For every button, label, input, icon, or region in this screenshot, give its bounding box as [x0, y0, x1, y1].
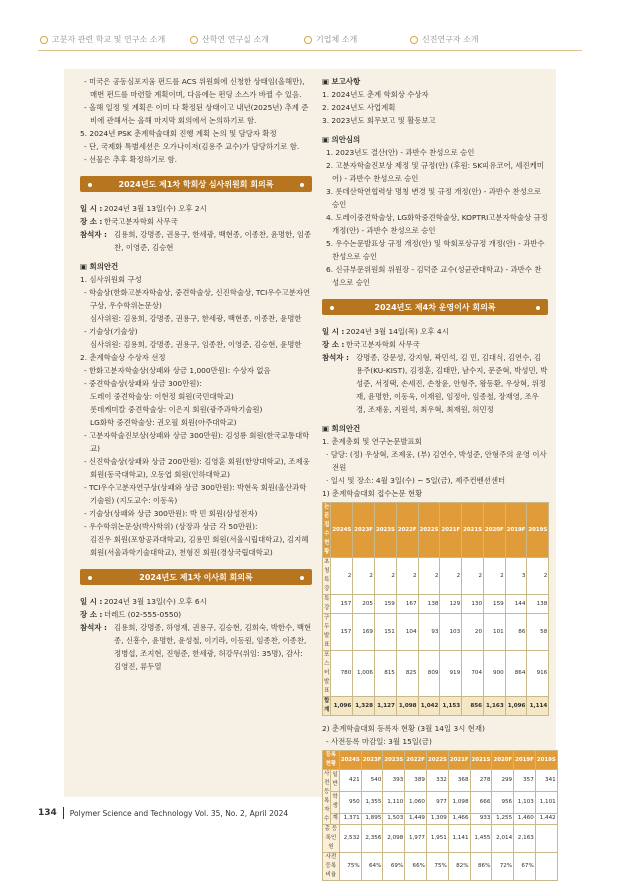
- table-cell: 2,356: [361, 825, 383, 853]
- table-cell: 151: [374, 614, 396, 651]
- nav-item-labs[interactable]: 산학연 연구실 소개: [190, 34, 269, 45]
- table-cell: 389: [405, 770, 427, 792]
- agenda-line: 1. 춘계총회 및 연구논문발표회: [322, 437, 422, 446]
- table-row: [323, 825, 558, 853]
- table-cell: 900: [484, 651, 506, 697]
- table-cell: 299: [492, 770, 514, 792]
- section-banner: 2024년도 제4차 운영이사 회의록: [322, 299, 548, 315]
- table-row: [323, 614, 549, 651]
- decision-line: 2. 고분자학술진보상 제정 및 규정(안) (후원: SK피유코어, 세진케미어) - 과반수 찬성으로 승인: [326, 161, 544, 183]
- table-cell: 2022F: [405, 751, 427, 770]
- meeting-attendees: 참석자 : 강명종, 강문성, 강지형, 곽민석, 김 민, 김대식, 김연수, 김용주(KU-KIST), 김정훈, 김태만, 남수지, 문준혁, 박성민, 박성준, 서정택, 손세진, 손창윤, 안형주, 왕동환, 우상혁, 위정재, 윤명한, 이동욱, 이재원, 임정아, 임종철, 장재영, 조우경, 조재웅, 지원석, 최우혁, 최재원, 허민정: [322, 353, 548, 414]
- journal-name: Polymer Science and Technology Vol. 35, No. 2, April 2024: [69, 808, 289, 818]
- table-cell: 2: [418, 558, 440, 595]
- table-cell: 1,110: [383, 791, 405, 813]
- agenda-line: 1. 심사위원회 구성: [80, 275, 142, 284]
- table-cell: 2: [396, 558, 418, 595]
- report-line: 3. 2023년도 회무보고 및 활동보고: [322, 116, 436, 125]
- page-number: 134: [38, 808, 57, 818]
- table-cell: 129: [440, 595, 462, 614]
- table-cell: 2023F: [361, 751, 383, 770]
- table-cell: 341: [535, 770, 557, 792]
- table-cell: 합 계: [323, 697, 331, 716]
- table-cell: 1,977: [405, 825, 427, 853]
- circle-icon: [410, 36, 418, 44]
- table-cell: 864: [505, 651, 527, 697]
- agenda-line: - 중견학술상(상패와 상금 300만원):: [84, 379, 202, 388]
- table-cell: 1,153: [440, 697, 462, 716]
- table-cell: 332: [426, 770, 448, 792]
- meeting-date: 일 시 : 2024년 3월 13일(수) 오후 2시: [80, 204, 207, 213]
- table-row: [323, 651, 549, 697]
- decision-line: 4. 도레이중견학술상, LG화학중견학술상, KOPTRI고분자학술상 규정 개정(안) - 과반수 찬성으로 승인: [326, 213, 548, 235]
- agenda-heading: ▣ 회의안건: [322, 424, 361, 433]
- table-cell: 916: [527, 651, 549, 697]
- table-cell: 2019F: [514, 751, 536, 770]
- table-cell: 157: [331, 595, 353, 614]
- table-cell: 1,449: [405, 813, 427, 824]
- table-cell: 82%: [448, 853, 470, 881]
- agenda-line: - 기술상(상패와 상금 300만원): 박 민 회원(삼성전자): [84, 509, 258, 518]
- report-line: 2. 2024년도 사업계획: [322, 103, 396, 112]
- section-banner: 2024년도 제1차 이사회 회의록: [80, 569, 312, 585]
- table-cell: 368: [448, 770, 470, 792]
- table-cell: 72%: [492, 853, 514, 881]
- table-cell: 540: [361, 770, 383, 792]
- intro-line: - 선물은 추후 확정하기로 함.: [84, 155, 177, 164]
- table-cell: 2,098: [383, 825, 405, 853]
- table-cell: 2024S: [331, 503, 353, 558]
- agenda-line: 심사위원: 김용희, 강명종, 권용구, 임종찬, 이영준, 김승현, 윤명한: [90, 340, 302, 349]
- table-cell: 초청특강: [323, 558, 331, 595]
- table-cell: 86: [505, 614, 527, 651]
- table-cell: 159: [484, 595, 506, 614]
- table-cell: 특강: [323, 595, 331, 614]
- table-cell: 66%: [405, 853, 427, 881]
- table-cell: 학생: [331, 791, 339, 813]
- table-cell: 1,309: [426, 813, 448, 824]
- table-cell: 2,532: [339, 825, 361, 853]
- table-cell: 2: [331, 558, 353, 595]
- table-cell: 사전 등록자 수: [323, 770, 331, 825]
- table-cell: 1,042: [418, 697, 440, 716]
- table-cell: 1,096: [331, 697, 353, 716]
- table-cell: 일반: [331, 770, 339, 792]
- table-row: [323, 558, 549, 595]
- table-cell: 159: [374, 595, 396, 614]
- table-cell: 1,060: [405, 791, 427, 813]
- table-cell: 169: [353, 614, 375, 651]
- table-cell: 2021S: [470, 751, 492, 770]
- table-cell: 101: [484, 614, 506, 651]
- table-cell: 103: [440, 614, 462, 651]
- circle-icon: [304, 36, 312, 44]
- table-cell: 1,895: [361, 813, 383, 824]
- meeting-attendees: 참석자 : 김용희, 강명종, 권용구, 한세광, 백현종, 이종찬, 윤명한, 임종찬, 이영준, 김승현: [80, 230, 312, 252]
- agenda-line: - 신진학술상(상패와 상금 200만원): 김영훈 회원(한양대학교), 조제웅 회원(동국대학교), 오동엽 회원(인하대학교): [84, 457, 310, 479]
- table-cell: 2023S: [374, 503, 396, 558]
- registration-deadline: - 사전등록 마감일: 3월 15일(금): [326, 737, 432, 746]
- table-row: [323, 791, 558, 813]
- table-cell: 2021F: [448, 751, 470, 770]
- table-cell: 1,098: [448, 791, 470, 813]
- table-cell: 2023S: [383, 751, 405, 770]
- agenda-line: - TCI우수고분자연구상(상패와 상금 300만원): 박현욱 회원(울산과학기술원) (지도교수: 이동욱): [84, 483, 307, 505]
- table-cell: 논문접수 현황: [323, 503, 331, 558]
- table-cell: 2020F: [492, 751, 514, 770]
- table-cell: 93: [418, 614, 440, 651]
- page-footer: [38, 807, 288, 819]
- table-cell: 1,466: [448, 813, 470, 824]
- nav-item-companies[interactable]: 기업체 소개: [304, 34, 357, 45]
- table-cell: 919: [440, 651, 462, 697]
- table-cell: 2021S: [462, 503, 484, 558]
- table-cell: 64%: [361, 853, 383, 881]
- table-cell: 2: [484, 558, 506, 595]
- left-column: [80, 75, 312, 673]
- table-cell: 67%: [514, 853, 536, 881]
- agenda-line: · 일시 및 장소: 4월 3일(수) ~ 5일(금), 제주컨벤션센터: [326, 476, 506, 485]
- nav-divider: [38, 50, 582, 51]
- submission-table: [322, 502, 549, 716]
- meeting-place: 장 소 : 한국고분자학회 사무국: [80, 217, 178, 226]
- table-cell: 2: [527, 558, 549, 595]
- table-cell: 2: [462, 558, 484, 595]
- table-cell: [535, 853, 557, 881]
- intro-line: - 단, 국제화 특별세션은 오가나이저(김용주 교수)가 담당하기로 함.: [84, 142, 300, 151]
- table-cell: 104: [396, 614, 418, 651]
- table-cell: 1,141: [448, 825, 470, 853]
- table-cell: 1,103: [514, 791, 536, 813]
- right-column: [322, 75, 556, 881]
- footer-divider: [63, 807, 64, 819]
- table-cell: 1,328: [353, 697, 375, 716]
- table-cell: 1,114: [527, 697, 549, 716]
- table-cell: 69%: [383, 853, 405, 881]
- meeting-place: 장 소 : 한국고분자학회 사무국: [322, 340, 420, 349]
- table-cell: 계: [331, 813, 339, 824]
- agenda-line: 롯데케미칼 중견학술상: 이은지 회원(광주과학기술원): [90, 405, 263, 414]
- table-cell: 1,951: [426, 825, 448, 853]
- agenda-line: - 고분자학술진보상(상패와 상금 300만원): 김성룡 회원(한국교통대학교): [84, 431, 310, 453]
- table-cell: 1,255: [492, 813, 514, 824]
- table-cell: 20: [462, 614, 484, 651]
- table-cell: 75%: [426, 853, 448, 881]
- circle-icon: [190, 36, 198, 44]
- table-cell: 75%: [339, 853, 361, 881]
- table-cell: 2019S: [527, 503, 549, 558]
- table-cell: 138: [418, 595, 440, 614]
- table-cell: 2022F: [396, 503, 418, 558]
- table-cell: 1,442: [535, 813, 557, 824]
- table-cell: 144: [505, 595, 527, 614]
- intro-line: - 미국은 공동심포지움 펀드를 ACS 위원회에 신청한 상태임(올해만), 매번 펀드를 마련할 계획이며, 다음에는 펀딩 소스가 바뀔 수 있음.: [84, 77, 305, 99]
- table-row: [323, 595, 549, 614]
- table-cell: 1,371: [339, 813, 361, 824]
- nav-item-researchers[interactable]: 신진연구자 소개: [410, 34, 479, 45]
- table-cell: 1,455: [470, 825, 492, 853]
- agenda-line: 2. 춘계학술상 수상자 선정: [80, 353, 166, 362]
- nav-item-schools[interactable]: 고분자 관련 학교 및 연구소 소개: [40, 34, 165, 45]
- report-line: 1. 2024년도 춘계 학회상 수상자: [322, 90, 429, 99]
- table-cell: 2019S: [535, 751, 557, 770]
- table-total-row: [323, 697, 549, 716]
- table-cell: 1,101: [535, 791, 557, 813]
- decision-heading: ▣ 의안심의: [322, 135, 361, 144]
- meeting-date: 일 시 : 2024년 3월 14일(목) 오후 4시: [322, 327, 449, 336]
- registration-table: [322, 750, 558, 881]
- table-cell: 1,006: [353, 651, 375, 697]
- agenda-line: 김진우 회원(포항공과대학교), 김용민 회원(서울시립대학교), 김지혜 회원(서울과학기술대학교), 천형진 회원(경상국립대학교): [90, 535, 309, 557]
- intro-line: 5. 2024년 PSK 춘계학술대회 진행 계획 논의 및 담당자 확정: [80, 129, 277, 138]
- table-cell: 2,014: [492, 825, 514, 853]
- table-cell: 2: [440, 558, 462, 595]
- table-cell: 933: [470, 813, 492, 824]
- registration-title: 2) 춘계학술대회 등록자 현황 (3월 14일 3시 현재): [322, 724, 485, 733]
- table-cell: 977: [426, 791, 448, 813]
- meeting-place: 장 소 : 더레드 (02-555-0550): [80, 610, 182, 619]
- circle-icon: [40, 36, 48, 44]
- table-cell: 856: [462, 697, 484, 716]
- table-cell: 815: [374, 651, 396, 697]
- meeting-date: 일 시 : 2024년 3월 13일(수) 오후 6시: [80, 597, 207, 606]
- table-row: [323, 770, 558, 792]
- meeting-attendees: 참석자 : 김용희, 강명종, 하영재, 권용구, 김승현, 김희숙, 박한수, 백현종, 신흥수, 윤명한, 윤성철, 이기라, 이동원, 임종찬, 이종찬, 정병섭, 조지현, 진형준, 한세광, 허강무(위임: 35명), 감사: 김영진, 류두열: [80, 623, 312, 671]
- table-header-row: [323, 751, 558, 770]
- agenda-line: - 기술상(기술상): [84, 327, 138, 336]
- table-cell: 1,460: [514, 813, 536, 824]
- table-cell: 1,096: [505, 697, 527, 716]
- table-row: [323, 813, 558, 824]
- section-banner: 2024년도 제1차 학회상 심사위원회 회의록: [80, 176, 312, 192]
- table-cell: 1,127: [374, 697, 396, 716]
- agenda-heading: ▣ 회의안건: [80, 262, 119, 271]
- table-cell: 167: [396, 595, 418, 614]
- table-cell: 2020F: [484, 503, 506, 558]
- agenda-line: 도레이 중견학술상: 이현정 회원(국민대학교): [90, 392, 234, 401]
- table-cell: 사전등록 비율: [323, 853, 340, 881]
- table-cell: 등록 현황: [323, 751, 340, 770]
- table-cell: 2,163: [514, 825, 536, 853]
- table-cell: 86%: [470, 853, 492, 881]
- table-cell: 205: [353, 595, 375, 614]
- table-cell: 950: [339, 791, 361, 813]
- table-cell: 1,355: [361, 791, 383, 813]
- table-cell: 2022S: [418, 503, 440, 558]
- table-cell: 2023F: [353, 503, 375, 558]
- table-cell: 2021F: [440, 503, 462, 558]
- table-cell: 1,098: [396, 697, 418, 716]
- table-cell: 2024S: [339, 751, 361, 770]
- table-cell: 구두발표: [323, 614, 331, 651]
- table-cell: 138: [527, 595, 549, 614]
- table-cell: 2: [374, 558, 396, 595]
- agenda-line: - 우수학위논문상(박사학위) (상장과 상금 각 50만원):: [84, 522, 258, 531]
- agenda-line: 심사위원: 김용희, 강명종, 권용구, 한세광, 백현종, 이종찬, 윤명한: [90, 314, 302, 323]
- table-cell: 780: [331, 651, 353, 697]
- decision-line: 6. 신규부문위원회 위원장 - 김덕준 교수(성균관대학교) - 과반수 찬성으로 승인: [326, 265, 542, 287]
- top-navigation: [0, 0, 620, 56]
- decision-line: 1. 2023년도 결산(안) - 과반수 찬성으로 승인: [326, 148, 475, 157]
- table-cell: 총 등록인원: [323, 825, 340, 853]
- table-cell: 2: [353, 558, 375, 595]
- table-cell: 956: [492, 791, 514, 813]
- decision-line: 5. 우수논문발표상 규정 개정(안) 및 학회포상규정 개정(안) - 과반수 찬성으로 승인: [326, 239, 545, 261]
- table-cell: 666: [470, 791, 492, 813]
- table-cell: 704: [462, 651, 484, 697]
- decision-line: 3. 롯데산학연협력상 명칭 변경 및 규정 개정(안) - 과반수 찬성으로 승인: [326, 187, 542, 209]
- table-cell: [535, 825, 557, 853]
- table-cell: 2022S: [426, 751, 448, 770]
- table-cell: 1,163: [484, 697, 506, 716]
- agenda-line: LG화학 중견학술상: 권오필 회원(아주대학교): [90, 418, 237, 427]
- table-cell: 2019F: [505, 503, 527, 558]
- table-header-row: [323, 503, 549, 558]
- agenda-line: - 한화고분자학술상(상패와 상금 1,000만원): 수상자 없음: [84, 366, 271, 375]
- table-row: [323, 853, 558, 881]
- table-cell: 421: [339, 770, 361, 792]
- table-cell: 포스터발표: [323, 651, 331, 697]
- table-cell: 809: [418, 651, 440, 697]
- table-cell: 3: [505, 558, 527, 595]
- report-heading: ▣ 보고사항: [322, 77, 361, 86]
- table-cell: 393: [383, 770, 405, 792]
- table-cell: 58: [527, 614, 549, 651]
- table-cell: 357: [514, 770, 536, 792]
- table-cell: 1,503: [383, 813, 405, 824]
- agenda-line: - 학술상(한화고분자학술상, 중견학술상, 신진학술상, TCI우수고분자연구상, 우수학위논문상): [84, 288, 311, 310]
- agenda-line: · 담당: (정) 우상혁, 조제웅, (부) 김연수, 박성준, 안형주의 운영 이사 전원: [326, 450, 547, 472]
- table-cell: 825: [396, 651, 418, 697]
- table-cell: 157: [331, 614, 353, 651]
- agenda-line: 1) 춘계학술대회 접수논문 현황: [322, 489, 423, 498]
- table-cell: 130: [462, 595, 484, 614]
- intro-line: - 올해 일정 및 계획은 이미 다 확정된 상태이고 내년(2025년) 추계 준비에 관해서는 올해 마지막 회의에서 논의하기로 함.: [84, 103, 309, 125]
- table-cell: 278: [470, 770, 492, 792]
